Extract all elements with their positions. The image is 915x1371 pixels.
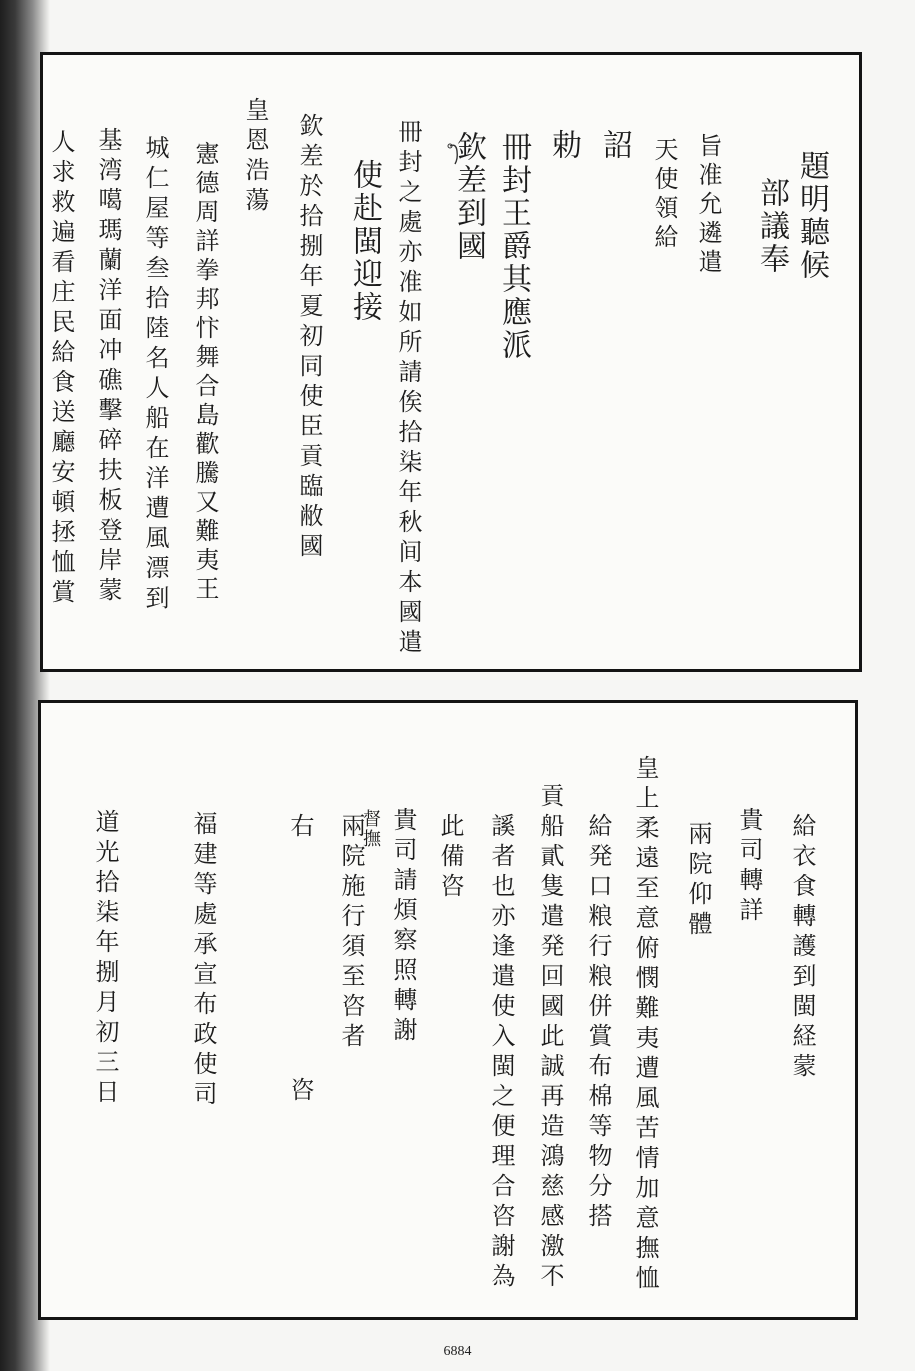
column-text: 皇上柔遠至意俯憫難夷遭風苦情加意撫恤 <box>631 755 659 1295</box>
column-text: 天使領給 <box>650 137 678 253</box>
column-text: 皇恩浩蕩 <box>241 97 269 217</box>
column-text: 貴司請煩察照轉謝 <box>389 807 417 1047</box>
column-text: 咨 <box>286 1077 314 1106</box>
column-text: 使赴閩迎接 <box>347 159 382 324</box>
column-text: 城仁屋等叁拾陸名人船在洋遭風漂到 <box>141 135 169 615</box>
column-text: 旨准允遴遣 <box>694 133 722 278</box>
column-text: 冊封之處亦准如所請俟拾柒年秋间本國遣 <box>394 119 422 659</box>
column-text: 詔 <box>597 129 632 162</box>
column-text: 福建等處承宣布政使司 <box>189 811 217 1111</box>
column-text: 謑者也亦逢遣使入閩之便理合咨謝為 <box>487 813 515 1293</box>
column-text: 貴司轉詳 <box>735 807 763 927</box>
column-text: 部議奉 <box>754 177 789 276</box>
column-text: 右 <box>286 813 314 842</box>
column-text: 兩院施行須至咨者 <box>337 813 365 1053</box>
column-text: 道光拾柒年捌月初三日 <box>91 809 119 1109</box>
top-document-panel <box>40 52 862 672</box>
column-text: 貢船貳隻遣発回國此誠再造鴻慈感激不 <box>536 783 564 1293</box>
column-text: 人求救遍看庄民給食送廳安頓拯恤賞 <box>47 129 75 609</box>
column-text: 此備咨 <box>436 813 464 903</box>
page-number: 6884 <box>443 1344 472 1359</box>
column-text: 憲德周詳拳邦忭舞合島歡騰又難夷王 <box>191 141 219 605</box>
column-text: 欽差到國 <box>451 131 486 263</box>
column-text: 基湾噶瑪蘭洋面冲礁擊碎扶板登岸蒙 <box>94 127 122 607</box>
column-text: 督撫 <box>360 809 381 849</box>
column-text: 給発口粮行粮併賞布棉等物分搭 <box>584 813 612 1233</box>
column-text: 題明聽候 <box>794 150 829 282</box>
column-text: 給衣食轉護到閩経蒙 <box>788 813 816 1083</box>
column-text: 勅 <box>546 129 581 162</box>
column-text: 冊封王爵其應派 <box>496 131 531 362</box>
column-text: 兩院仰體 <box>684 821 712 941</box>
column-text: 欽差於拾捌年夏初同使臣貢臨敝國 <box>295 113 323 563</box>
bottom-document-panel <box>38 700 858 1320</box>
